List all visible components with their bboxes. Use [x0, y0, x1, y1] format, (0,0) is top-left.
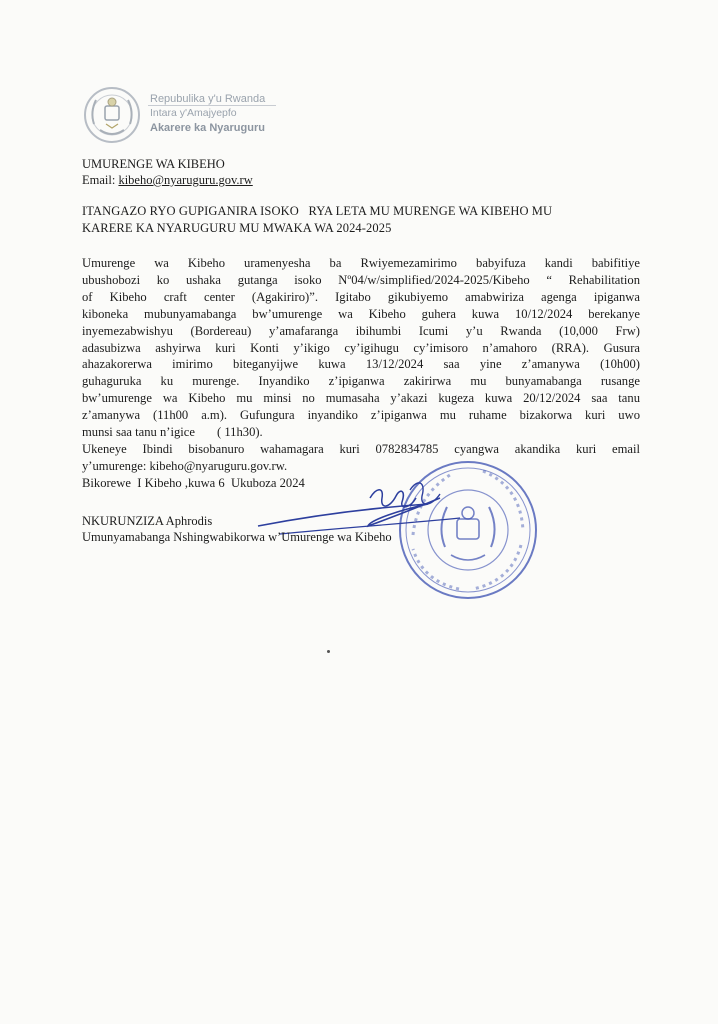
letterhead-text [150, 92, 265, 136]
office-block [82, 156, 253, 188]
body-line: Umurenge wa Kibeho uramenyesha ba Rwiyemezamirimo babyifuza kandi babifitiye [82, 256, 640, 270]
body-line: kiboneka mubunyamabanga bw’umurenge wa Kibeho guhera kuwa 10/12/2024 berekanye [82, 306, 640, 321]
letterhead-district: Akarere ka Nyaruguru [150, 122, 265, 134]
letterhead-country: Repubulika y'u Rwanda [150, 93, 266, 105]
rwanda-seal-icon [82, 84, 142, 146]
body-line: adasubizwa ashyirwa kuri Konti y’ikigo cy’igihugu cy’imisoro n’amahoro (RRA). Gusura [82, 340, 640, 355]
scan-speck [327, 650, 330, 653]
email-label: Email: [82, 173, 116, 187]
email-link[interactable]: kibeho@nyaruguru.gov.rw [118, 173, 253, 187]
signatory-block [82, 513, 392, 545]
signatory-role: Umunyamabanga Nshingwabikorwa w’Umurenge wa Kibeho [82, 530, 392, 544]
letterhead-province: Intara y'Amajyepfo [150, 107, 237, 119]
body-line: ahazakorerwa imirimo biteganyijwe kuwa 13/12/2024 saa yine z’amanywa (10h00) [82, 357, 640, 372]
body-line-date: Bikorewe I Kibeho ,kuwa 6 Ukuboza 2024 [82, 475, 305, 490]
body-line: munsi saa tanu n’igice ( 11h30). [82, 425, 263, 440]
title-line-2: KARERE KA NYARUGURU MU MWAKA WA 2024-2025 [82, 221, 392, 235]
announcement-body [82, 255, 640, 492]
signatory-name: NKURUNZIZA Aphrodis [82, 514, 213, 528]
body-line: Ukeneye Ibindi bisobanuro wahamagara kuri 0782834785 cyangwa akandika kuri email [82, 441, 640, 456]
document-title [82, 203, 642, 237]
office-email [82, 172, 253, 188]
body-line: bw’umurenge wa Kibeho mu minsi no mumasaha y’akazi kugeza kuwa 20/12/2024 saa tanu [82, 391, 640, 406]
body-line: of Kibeho craft center (Agakiriro)”. Igitabo gikubiyemo amabwiriza agenga ipiganwa [82, 289, 640, 304]
body-line: ubushobozi ko ushaka gutanga isoko Nº04/w/simplified/2024-2025/Kibeho “ Rehabilitation [82, 272, 640, 287]
letterhead [82, 84, 382, 154]
title-line-1: ITANGAZO RYO GUPIGANIRA ISOKO RYA LETA MU MURENGE WA KIBEHO MU [82, 204, 553, 218]
office-name: UMURENGE WA KIBEHO [82, 157, 225, 171]
body-line: guhaguruka ku murenge. Inyandiko z’ipiganwa zakirirwa mu bunyamabanga rusange [82, 374, 640, 389]
body-line: z’amanywa (11h00 a.m). Gufungura inyandiko z’ipiganwa mu ruhame bizakorwa kuri uwo [82, 408, 640, 423]
body-line: y’umurenge: kibeho@nyaruguru.gov.rw. [82, 458, 288, 473]
body-line: inyemezabwishyu (Bordereau) y’amafaranga ibihumbi Icumi y’u Rwanda (10,000 Frw) [82, 323, 640, 338]
